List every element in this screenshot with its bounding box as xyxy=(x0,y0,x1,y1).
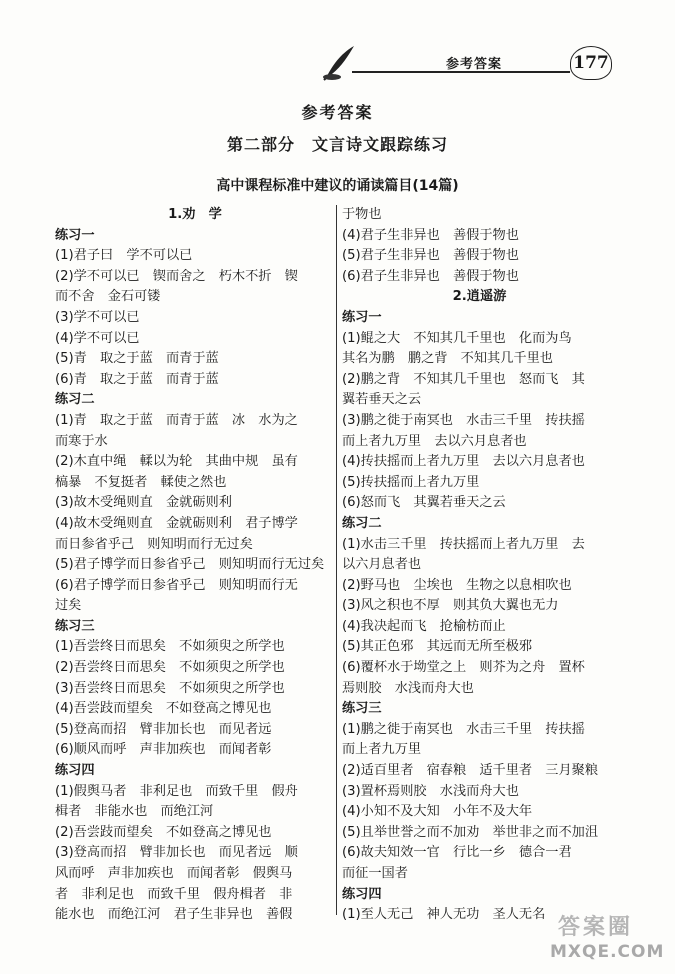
subsection-title: 高中课程标准中建议的诵读篇目(14篇) xyxy=(216,178,459,194)
answer-line: (3)故木受绳则直 金就砺则利 xyxy=(55,495,232,511)
watermark-url: MXQE.COM xyxy=(550,942,665,962)
answer-line: (4)我决起而飞 抢榆枋而止 xyxy=(342,618,506,634)
answer-line: (4)抟扶摇而上者九万里 去以六月息者也 xyxy=(342,454,585,470)
answer-line: (1)假舆马者 非利足也 而致千里 假舟 xyxy=(55,783,298,799)
answer-line: (5)君子博学而日参省乎己 则知明而行无过矣 xyxy=(55,557,325,573)
answer-line: (4)君子生非异也 善假于物也 xyxy=(342,227,519,243)
answer-line: 而征一国者 xyxy=(342,866,408,881)
page-header xyxy=(318,44,613,82)
answer-line: 翼若垂天之云 xyxy=(342,392,422,408)
exercise-heading: 练习四 xyxy=(55,763,95,779)
answer-line: (2)学不可以已 锲而舍之 朽木不折 锲 xyxy=(55,268,298,284)
lesson-title: 1.劝 学 xyxy=(168,207,222,222)
right-column xyxy=(342,205,617,926)
watermark-logo: 答案圈 xyxy=(558,915,634,940)
answer-line: 而不舍 金石可镂 xyxy=(55,289,161,305)
answer-line: 风而呼 声非加疾也 而闻者彰 假舆马 xyxy=(55,866,293,881)
answer-line: (2)适百里者 宿春粮 适千里者 三月聚粮 xyxy=(342,763,599,779)
answer-line: 而上者九万里 xyxy=(342,742,422,758)
left-column xyxy=(55,205,335,926)
answer-line: (3)置杯焉则胶 水浅而舟大也 xyxy=(342,783,519,799)
answer-line: 能水也 而绝江河 君子生非异也 善假 xyxy=(55,907,293,923)
answer-line: (3)吾尝终日而思矣 不如须臾之所学也 xyxy=(55,680,285,696)
answer-line: (6)怒而飞 其翼若垂天之云 xyxy=(342,495,506,511)
answer-line: (4)吾尝跂而望矣 不如登高之博见也 xyxy=(55,701,272,717)
answer-line: 其名为鹏 鹏之背 不知其几千里也 xyxy=(342,351,553,367)
answer-line: (6)君子生非异也 善假于物也 xyxy=(342,268,519,284)
running-head: 参考答案 xyxy=(446,57,503,72)
answer-line: 过矣 xyxy=(55,598,82,614)
answer-line: (2)吾尝终日而思矣 不如须臾之所学也 xyxy=(55,660,285,676)
quill-pen-icon xyxy=(318,44,358,82)
answer-line: (2)鹏之背 不知其几千里也 怒而飞 其 xyxy=(342,371,585,387)
answer-line: 焉则胶 水浅而舟大也 xyxy=(342,680,474,696)
answer-line: (6)顺风而呼 声非加疾也 而闻者彰 xyxy=(55,742,272,758)
answer-line: 槁暴 不复挺者 輮使之然也 xyxy=(55,474,227,490)
answer-line: (4)小知不及大知 小年不及大年 xyxy=(342,804,533,820)
answer-line: (4)故木受绳则直 金就砺则利 君子博学 xyxy=(55,515,298,531)
page-number: 177 xyxy=(570,46,612,80)
answer-line: (6)故夫知效一官 行比一乡 德合一君 xyxy=(342,845,572,861)
answer-line: (3)风之积也不厚 则其负大翼也无力 xyxy=(342,598,559,614)
watermark xyxy=(550,910,670,970)
answer-line: (2)野马也 尘埃也 生物之以息相吹也 xyxy=(342,577,572,593)
answer-line: (5)抟扶摇而上者九万里 xyxy=(342,474,480,490)
exercise-heading: 练习三 xyxy=(342,701,382,717)
answer-line: (2)木直中绳 輮以为轮 其曲中规 虽有 xyxy=(55,454,298,470)
answer-line: (3)鹏之徙于南冥也 水击三千里 抟扶摇 xyxy=(342,412,585,428)
exercise-heading: 练习一 xyxy=(342,309,382,325)
lesson-title: 2.逍遥游 xyxy=(452,289,507,305)
answer-line: 于物也 xyxy=(342,207,382,222)
answer-line: (5)君子生非异也 善假于物也 xyxy=(342,248,519,264)
exercise-heading: 练习四 xyxy=(342,886,382,902)
answer-line: (6)君子博学而日参省乎己 则知明而行无 xyxy=(55,577,298,593)
answer-line: (6)覆杯水于坳堂之上 则芥为之舟 置杯 xyxy=(342,660,585,676)
answer-line: (5)其正色邪 其远而无所至极邪 xyxy=(342,639,533,655)
answer-line: (2)吾尝跂而望矣 不如登高之博见也 xyxy=(55,824,272,840)
exercise-heading: 练习二 xyxy=(55,392,95,408)
answer-line: (5)青 取之于蓝 而青于蓝 xyxy=(55,351,219,367)
answer-line: (5)登高而招 臂非加长也 而见者远 xyxy=(55,721,272,737)
answer-line: 者 非利足也 而致千里 假舟楫者 非 xyxy=(55,886,293,902)
column-divider xyxy=(336,205,337,915)
answer-line: (4)学不可以已 xyxy=(55,330,140,346)
answer-line: (1)鹏之徙于南冥也 水击三千里 抟扶摇 xyxy=(342,721,585,737)
answer-line: 楫者 非能水也 而绝江河 xyxy=(55,804,214,820)
section-title: 参考答案 xyxy=(301,103,374,122)
answer-line: (1)至人无己 神人无功 圣人无名 xyxy=(342,907,546,923)
answer-line: (1)君子曰 学不可以已 xyxy=(55,248,193,264)
answer-line: 而寒于水 xyxy=(55,433,108,449)
answer-line: (6)青 取之于蓝 而青于蓝 xyxy=(55,371,219,387)
answer-line: (5)且举世誉之而不加劝 举世非之而不加沮 xyxy=(342,824,599,840)
answer-line: (3)登高而招 臂非加长也 而见者远 顺 xyxy=(55,845,298,861)
answer-line: (1)青 取之于蓝 而青于蓝 冰 水为之 xyxy=(55,412,298,428)
answer-line: 以六月息者也 xyxy=(342,557,422,573)
answer-line: (3)学不可以已 xyxy=(55,309,140,325)
answer-line: 而上者九万里 去以六月息者也 xyxy=(342,433,527,449)
answer-line: (1)吾尝终日而思矣 不如须臾之所学也 xyxy=(55,639,285,655)
exercise-heading: 练习三 xyxy=(55,618,95,634)
part-title: 第二部分 文言诗文跟踪练习 xyxy=(226,135,448,154)
answer-line: (1)水击三千里 抟扶摇而上者九万里 去 xyxy=(342,536,585,552)
answer-line: (1)鲲之大 不知其几千里也 化而为鸟 xyxy=(342,330,572,346)
exercise-heading: 练习二 xyxy=(342,515,382,531)
answer-line: 而日参省乎己 则知明而行无过矣 xyxy=(55,536,253,552)
exercise-heading: 练习一 xyxy=(55,227,95,243)
